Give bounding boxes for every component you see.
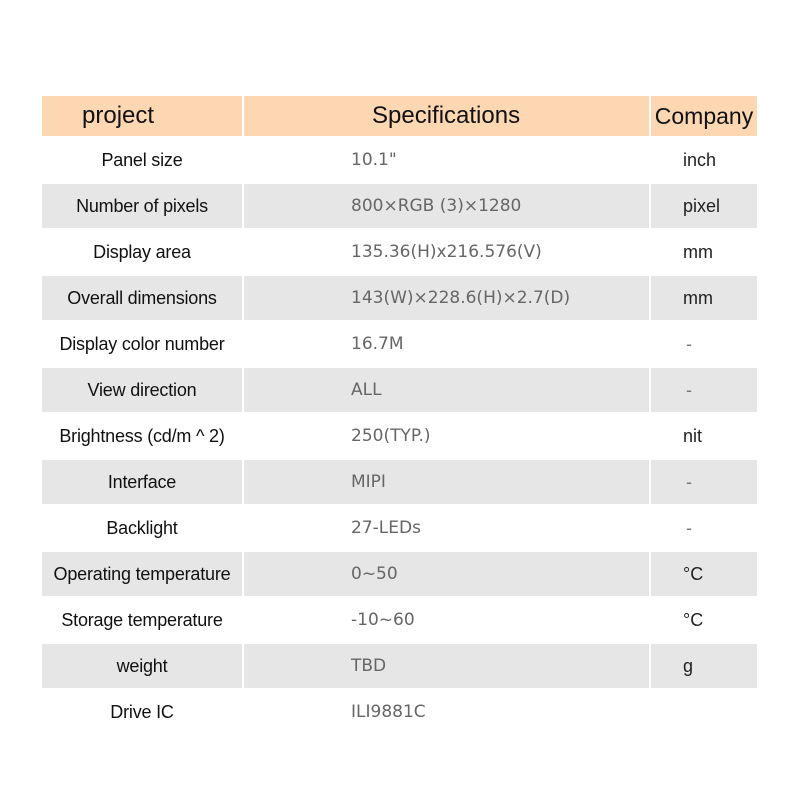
table-row bbox=[42, 458, 757, 504]
row-unit bbox=[651, 688, 757, 734]
row-spec: 0~50 bbox=[244, 550, 651, 596]
table-row bbox=[42, 366, 757, 412]
row-project: Display area bbox=[42, 228, 244, 274]
row-spec: 10.1" bbox=[244, 136, 651, 182]
row-unit: nit bbox=[651, 412, 757, 458]
row-unit: - bbox=[651, 320, 757, 366]
table-row bbox=[42, 550, 757, 596]
row-project: Operating temperature bbox=[42, 550, 244, 596]
row-project: Number of pixels bbox=[42, 182, 244, 228]
row-project: Overall dimensions bbox=[42, 274, 244, 320]
row-project: Backlight bbox=[42, 504, 244, 550]
row-spec: 250(TYP.) bbox=[244, 412, 651, 458]
row-project: weight bbox=[42, 642, 244, 688]
row-project: Display color number bbox=[42, 320, 244, 366]
specifications-table bbox=[42, 96, 757, 734]
row-project: View direction bbox=[42, 366, 244, 412]
table-row bbox=[42, 182, 757, 228]
table-row bbox=[42, 320, 757, 366]
row-unit: - bbox=[651, 458, 757, 504]
row-project: Panel size bbox=[42, 136, 244, 182]
row-spec: -10~60 bbox=[244, 596, 651, 642]
row-spec: 800×RGB (3)×1280 bbox=[244, 182, 651, 228]
header-specifications: Specifications bbox=[244, 96, 651, 136]
row-project: Drive IC bbox=[42, 688, 244, 734]
table-row bbox=[42, 228, 757, 274]
row-unit: °C bbox=[651, 550, 757, 596]
table-row bbox=[42, 688, 757, 734]
row-unit: °C bbox=[651, 596, 757, 642]
row-spec: 16.7M bbox=[244, 320, 651, 366]
table-row bbox=[42, 504, 757, 550]
table-header-row bbox=[42, 96, 757, 136]
row-unit: inch bbox=[651, 136, 757, 182]
row-unit: pixel bbox=[651, 182, 757, 228]
row-unit: - bbox=[651, 504, 757, 550]
row-project: Interface bbox=[42, 458, 244, 504]
row-spec: TBD bbox=[244, 642, 651, 688]
row-spec: ALL bbox=[244, 366, 651, 412]
table-row bbox=[42, 642, 757, 688]
row-unit: - bbox=[651, 366, 757, 412]
header-company: Company bbox=[651, 96, 757, 136]
header-project: project bbox=[42, 96, 244, 136]
table-row bbox=[42, 274, 757, 320]
table-row bbox=[42, 412, 757, 458]
row-spec: ILI9881C bbox=[244, 688, 651, 734]
row-project: Brightness (cd/m ^ 2) bbox=[42, 412, 244, 458]
row-unit: mm bbox=[651, 274, 757, 320]
row-unit: g bbox=[651, 642, 757, 688]
row-unit: mm bbox=[651, 228, 757, 274]
row-spec: MIPI bbox=[244, 458, 651, 504]
row-spec: 27-LEDs bbox=[244, 504, 651, 550]
table-row bbox=[42, 596, 757, 642]
row-spec: 143(W)×228.6(H)×2.7(D) bbox=[244, 274, 651, 320]
row-spec: 135.36(H)x216.576(V) bbox=[244, 228, 651, 274]
table-row bbox=[42, 136, 757, 182]
row-project: Storage temperature bbox=[42, 596, 244, 642]
